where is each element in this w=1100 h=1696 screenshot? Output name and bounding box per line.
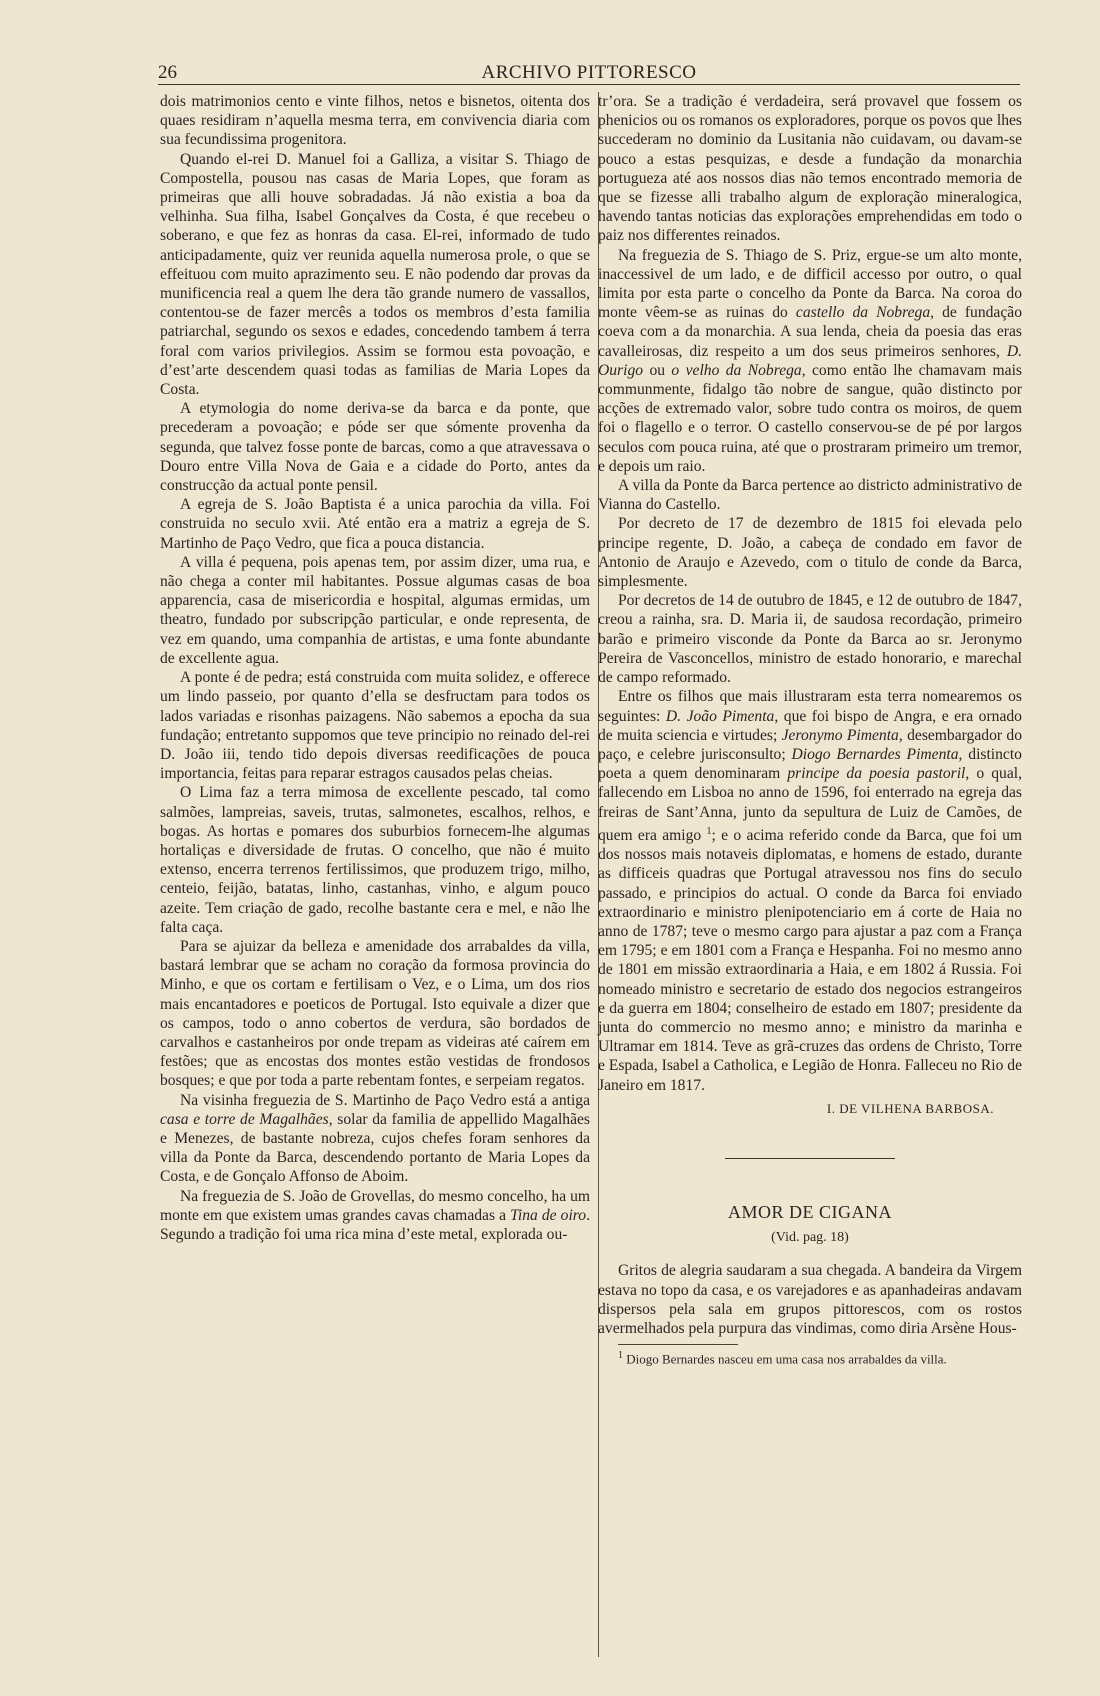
text-run: Na freguezia de S. João de Grovellas, do mesmo concelho, ha um monte em que existem umas grandes cavas chamadas a	[160, 1187, 590, 1224]
text-run: Na visinha freguezia de S. Martinho de Paço Vedro está a antiga	[180, 1091, 590, 1109]
author-byline: I. DE VILHENA BARBOSA.	[826, 1100, 994, 1116]
text-run: . Segundo a tradição foi uma rica mina d’este metal, explorada ou-	[160, 1206, 590, 1243]
section-separator	[725, 1158, 895, 1159]
header-rule	[158, 84, 1020, 85]
text-run: Entre os filhos que mais illustraram esta terra nomearemos os seguintes:	[598, 688, 1022, 725]
footnote-text: Diogo Bernardes nasceu em uma casa nos arrabaldes da villa.	[623, 1351, 947, 1367]
text-run: , distincto poeta a quem denominaram	[598, 745, 1022, 783]
italic-text: Diogo Bernardes Pimenta	[791, 745, 959, 763]
text-run: , que foi bispo de Angra, e era ornado de muita sciencia e virtudes;	[598, 707, 1022, 744]
left-column	[160, 92, 590, 1244]
text-run: ; e o acima referido conde da Barca, que foi um dos nossos mais notaveis diplomatas, e homens de estado, durante as difficeis quadras que Portugal atravessou nos fins do seculo passado, e principios do actual. O conde da Barca foi enviado extraordinario e ministro plenipotenciario em á corte de Haia no anno de 1787; teve o mesmo cargo para ajustar a paz com a França em 1795; e em 1801 com a França e Hespanha. Foi no mesmo anno de 1801 em missão extraordinaria a Haia, e em 1802 á Russia. Foi nomeado ministro e secretario de estado dos negocios estrangeiros e da guerra em 1804; conselheiro de estado em 1807; presidente da junta do commercio no mesmo anno; e ministro da marinha e Ultramar em 1814. Teve as grã-cruzes das ordens de Christo, Torre e Espada, Isabel a Catholica, e Legião de Honra. Falleceu no Rio de Janeiro em 1817.	[598, 826, 1022, 1094]
text-run: , de fundação coeva com a da monarchia. A sua lenda, cheia da poesia das eras cavalleirosas, diz respeito a um dos seus primeiros senhores,	[598, 304, 1022, 360]
text-run: , solar da familia de appellido Magalhães e Menezes, de bastante nobreza, cujos chefes foram senhores da villa da Ponte da Barca, descendendo portanto de Maria Lopes da Costa, e de Gonçalo Affonso de Aboim.	[160, 1110, 590, 1186]
footnote-rule	[618, 1344, 738, 1345]
footnote-reference[interactable]: 1	[706, 825, 712, 837]
italic-text: Jeronymo Pimenta	[781, 726, 899, 744]
paragraph: A villa é pequena, pois apenas tem, por assim dizer, uma rua, e não chega a conter mil habitantes. Possue algumas casas de boa apparencia, casa de misericordia e hospital, algumas ermidas, um theatro, fundado por subscripção particular, e onde representa, de vez em quando, uma companhia de artistas, e uma fonte abundante de excellente agua.	[160, 553, 590, 667]
italic-text: principe da poesia pastoril	[787, 765, 966, 783]
italic-text: Tina de oiro	[510, 1206, 587, 1224]
italic-text: o velho da Nobrega	[671, 361, 802, 379]
running-title: ARCHIVO PITTORESCO	[481, 62, 697, 83]
paragraph: tr’ora. Se a tradição é verdadeira, será provavel que fossem os phenicios ou os romanos os exploradores, porque os povos que lhes succederam no dominio da Lusitania não cuidavam, ou davam-se pouco a estas pesquizas, e desde a fundação da monarchia portugueza até aos nossos dias não temos encontrado memoria de que se fizesse alli trabalho algum de exploração mineralogica, havendo tantas noticias das explorações emprehendidas em todo o paiz nos differentes reinados.	[598, 93, 1022, 245]
text-run: Na freguezia de S. Thiago de S. Priz, ergue-se um alto monte, inaccessivel de um lado, e de difficil accesso por outro, o qual limita por esta parte o concelho da Ponte da Barca. Na coroa do monte vêem-se as ruinas do	[598, 246, 1022, 322]
paragraph: dois matrimonios cento e vinte filhos, netos e bisnetos, oitenta dos quaes residiram n’aquella mesma terra, em convivencia diaria com sua fecundissima progenitora.	[160, 93, 590, 149]
page-header	[158, 62, 1020, 84]
right-column	[598, 92, 1022, 1368]
text-run: , desembargador do paço, e celebre jurisconsulto;	[598, 726, 1022, 763]
paragraph: Por decreto de 17 de dezembro de 1815 foi elevada pelo principe regente, D. João, a cabeça de condado em favor de Antonio de Araujo e Azevedo, com o titulo de conde da Barca, simplesmente.	[598, 515, 1022, 591]
paragraph: A egreja de S. João Baptista é a unica parochia da villa. Foi construida no seculo xvii. Até então era a matriz a egreja de S. Martinho de Paço Vedro, que fica a pouca distancia.	[160, 496, 590, 552]
section-reference: (Vid. pag. 18)	[771, 1230, 849, 1246]
footnote-mark: 1	[618, 1350, 623, 1362]
paragraph: A ponte é de pedra; está construida com muita solidez, e offerece um lindo passeio, por quanto d’ella se desfructam para todos os lados variadas e risonhas paizagens. Não sabemos a epocha da sua fundação; entretanto suppomos que teve principio no reinado del-rei D. João iii, tendo tido depois diversas reedificações de pouca importancia, feitas para reparar estragos causados pelas cheias.	[160, 669, 590, 783]
text-run: , como então lhe chamavam mais communmente, fidalgo tão nobre de sangue, quão distincto por acções de extremado valor, sobre tudo contra os moiros, de quem foi o flagello e o terror. O castello conservou-se de pé por largos seculos com pouca ruina, até que o prostraram primeiro um tremor, e depois um raio.	[598, 361, 1022, 475]
paragraph: Gritos de alegria saudaram a sua chegada. A bandeira da Virgem estava no topo da casa, e os varejadores e as apanhadeiras andavam dispersos pela sala em grupos pittorescos, com os rostos avermelhados pela purpura das vindimas, como diria Arsène Hous-	[598, 1262, 1022, 1337]
paragraph: O Lima faz a terra mimosa de excellente pescado, tal como salmões, lampreias, saveis, trutas, salmonetes, escalhos, relhos, e bogas. As hortas e pomares dos suburbios fornecem-lhe algumas hortaliças e diversidade de frutas. O concelho, que não é muito extenso, encerra terrenos fertilissimos, que produzem trigo, milho, centeio, feijão, batatas, linho, castanhas, vinho, e algum pouco azeite. Tem criação de gado, recolhe bastante cera e mel, e não lhe falta caça.	[160, 784, 590, 936]
paragraph: Por decretos de 14 de outubro de 1845, e 12 de outubro de 1847, creou a rainha, sra. D. Maria ii, de saudosa recordação, primeiro barão e primeiro visconde da Ponte da Barca ao sr. Jeronymo Pereira de Vasconcellos, ministro de estado honorario, e marechal de campo reformado.	[598, 592, 1022, 687]
paragraph: Para se ajuizar da belleza e amenidade dos arrabaldes da villa, bastará lembrar que se acham no coração da formosa provincia do Minho, e que os cortam e fertilisam o Vez, e o Lima, um dos rios mais encantadores e poeticos de Portugal. Isto equivale a dizer que os campos, todo o anno cobertos de verdura, são bordados de carvalhos e castanheiros por onde trepam as videiras até caírem em festões; que as encostas dos montes estão vestidas de frondosos bosques; e que por toda a parte rebentam fontes, e serpeiam regatos.	[160, 937, 590, 1090]
paragraph	[598, 687, 1022, 1094]
text-run: , o qual, fallecendo em Lisboa no anno de 1596, foi enterrado na egreja das freiras de Sant’Anna, junto da sepultura de Luiz de Camões, de quem era amigo	[598, 765, 1022, 844]
italic-text: casa e torre de Magalhães	[160, 1110, 329, 1128]
section-title: AMOR DE CIGANA	[728, 1201, 892, 1222]
text-run: ou	[643, 361, 672, 379]
page-number: 26	[158, 62, 177, 83]
italic-text: castello da Nobrega	[795, 304, 931, 322]
paragraph: A etymologia do nome deriva-se da barca e da ponte, que precederam a povoação; e póde ser que sómente provenha da segunda, que talvez fosse ponte de barcas, como a que atravessava o Douro entre Villa Nova de Gaia e a cidade do Porto, antes da construcção da actual ponte pensil.	[160, 400, 590, 495]
paragraph	[160, 1187, 590, 1245]
paragraph	[598, 246, 1022, 476]
paragraph	[160, 1091, 590, 1187]
italic-text: D. João Pimenta	[665, 707, 775, 725]
italic-text: D. Ourigo	[598, 342, 1022, 379]
paragraph: Quando el-rei D. Manuel foi a Galliza, a visitar S. Thiago de Compostella, pousou nas casas de Maria Lopes, que foram as primeiras que alli houve sobradadas. Já não existia a boa da velhinha. Sua filha, Isabel Gonçalves da Costa, é que recebeu o soberano, e que fez as honras da casa. El-rei, informado de tudo anticipadamente, quiz ver reunida aquella numerosa prole, o que se effeituou com muito aprazimento seu. E não podendo dar provas da munificencia real a quem lhe dera tão grande numero de vassallos, contentou-se de fazer mercês a todos os membros d’esta familia patriarchal, segundo os sexos e edades, concedendo tambem á terra foral com varios privilegios. Assim se formou esta povoação, e d’est’arte descendem quasi todas as familias de Maria Lopes da Costa.	[160, 150, 590, 399]
paragraph: A villa da Ponte da Barca pertence ao districto administrativo de Vianna do Castello.	[598, 477, 1022, 514]
footnote	[598, 1348, 1022, 1367]
